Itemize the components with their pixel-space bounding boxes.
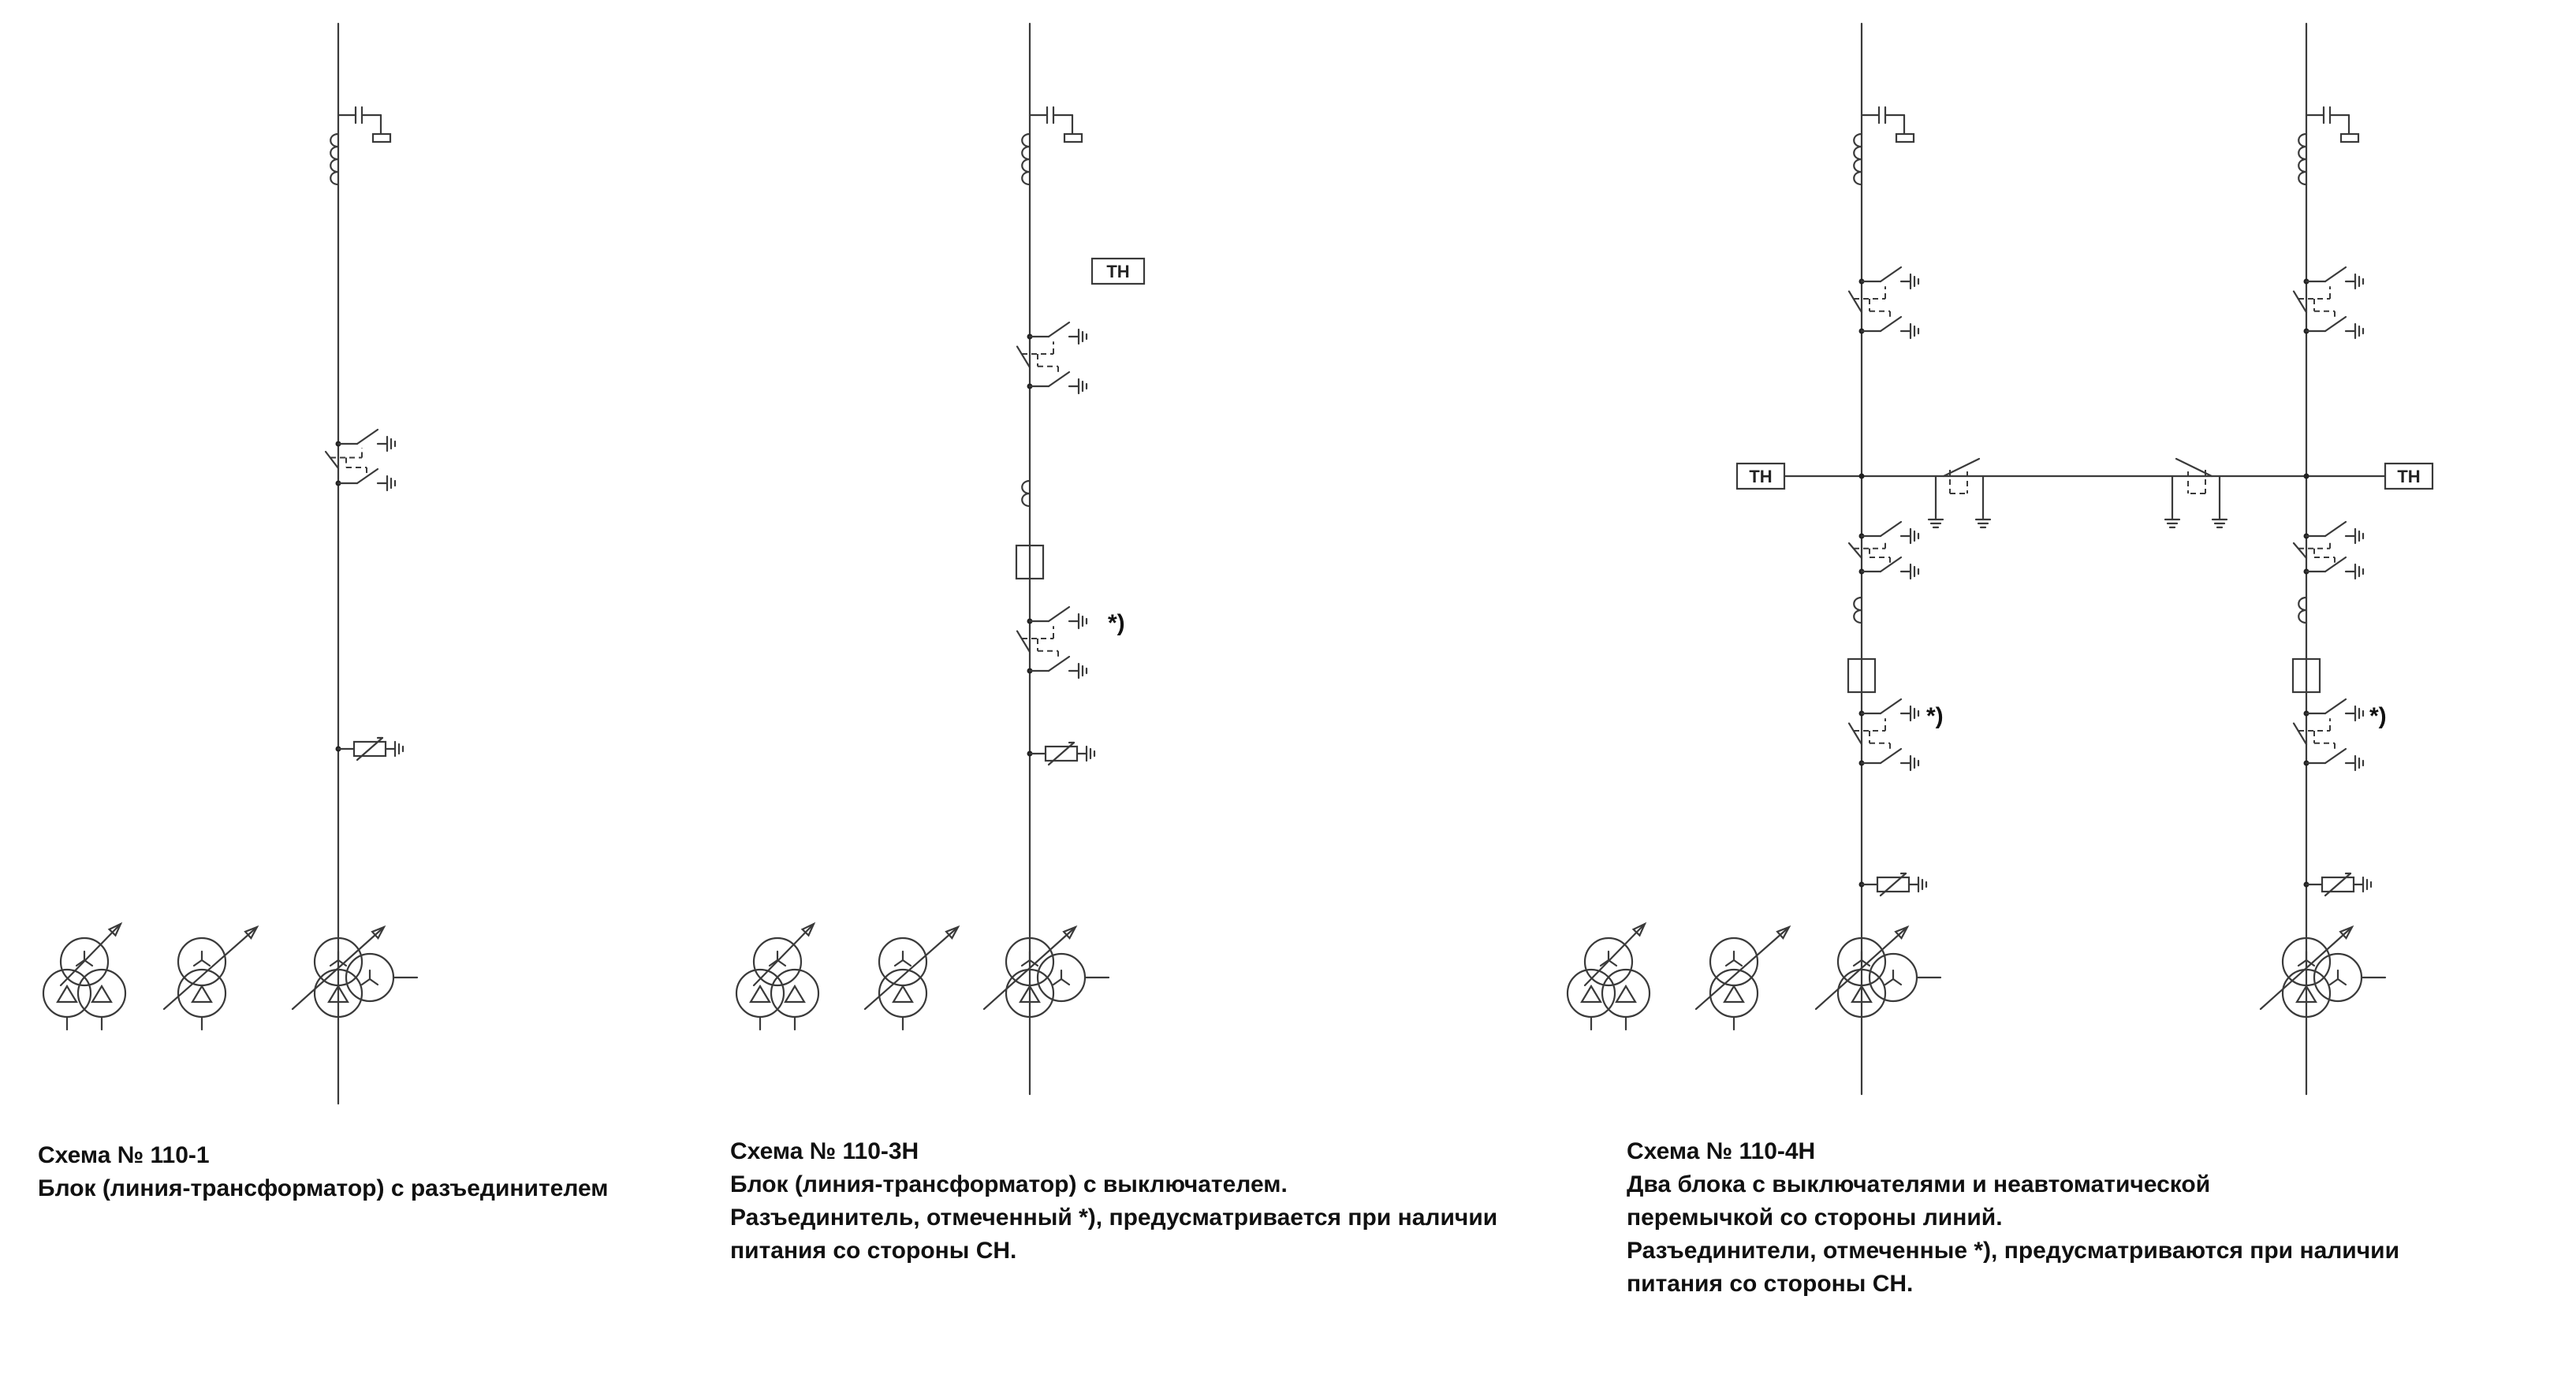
transformer-split-winding <box>1568 924 1650 1030</box>
surge-arrester <box>2304 873 2372 896</box>
scheme-description-line: Два блока с выключателями и неавтоматической <box>1627 1171 2211 1197</box>
vt-box-110-4n-right <box>2385 464 2432 489</box>
vt-label: ТН <box>1749 467 1773 486</box>
scheme-title: Схема № 110-1 <box>38 1142 210 1168</box>
transformer-two-winding <box>164 927 257 1030</box>
main-lines-110-4n <box>1862 24 2306 1094</box>
transformer-three-winding <box>293 927 417 1017</box>
hf-trap-coupling-capacitor <box>2298 107 2358 184</box>
scheme-description-line: питания со стороны СН. <box>730 1238 1017 1264</box>
disconnector-110-4n-right-top <box>2294 267 2363 338</box>
transformer-two-winding <box>865 927 958 1030</box>
transformer-three-winding <box>984 927 1109 1017</box>
disconnector-110-4n-right-bottom <box>2294 699 2363 770</box>
star-mark: *) <box>2369 703 2387 729</box>
scheme-description-line: Разъединитель, отмеченный *), предусматривается при наличии <box>730 1205 1498 1231</box>
transformer-three-winding <box>1816 927 1940 1017</box>
surge-arrester <box>336 738 404 760</box>
current-transformer <box>1022 481 1030 506</box>
disconnector-110-3n-top <box>1017 322 1087 393</box>
current-transformer <box>2298 598 2306 623</box>
star-mark: *) <box>1108 610 1125 636</box>
transformer-two-winding <box>1696 927 1789 1030</box>
scheme-description-line: перемычкой со стороны линий. <box>1627 1205 2003 1231</box>
scheme-caption-110-3n <box>730 1135 1497 1268</box>
vt-box-110-4n-left <box>1737 464 1784 489</box>
bridge-disconnector <box>1929 459 1990 527</box>
transformer-split-winding <box>43 924 125 1030</box>
disconnector-110-1 <box>326 430 395 490</box>
surge-arrester <box>1027 743 1095 765</box>
vt-label: ТН <box>2397 467 2421 486</box>
disconnector-110-4n-left-bottom <box>1849 699 1918 770</box>
disconnector-110-4n-left-top <box>1849 267 1918 338</box>
hf-trap-coupling-capacitor <box>1022 107 1082 184</box>
surge-arrester <box>1859 873 1927 896</box>
scheme-description-line: Блок (линия-трансформатор) с разъединителем <box>38 1175 609 1201</box>
transformer-split-winding <box>736 924 818 1030</box>
bridge-disconnector <box>2165 459 2227 527</box>
disconnector-110-3n-bottom <box>1017 607 1087 678</box>
scheme-description-line: питания со стороны СН. <box>1627 1271 1914 1297</box>
current-transformer <box>1854 598 1862 623</box>
transformer-three-winding <box>2261 927 2385 1017</box>
scheme-caption-110-4n <box>1627 1135 2399 1301</box>
scheme-title: Схема № 110-3Н <box>730 1138 919 1164</box>
scheme-title: Схема № 110-4Н <box>1627 1138 1816 1164</box>
hf-trap-coupling-capacitor <box>330 107 390 184</box>
disconnector-110-4n-right-mid <box>2294 522 2363 579</box>
vt-box-110-3n <box>1092 259 1144 284</box>
scheme-description-line: Разъединители, отмеченные *), предусматриваются при наличии <box>1627 1238 2400 1264</box>
scheme-caption-110-1 <box>38 1139 609 1205</box>
star-mark: *) <box>1926 703 1944 729</box>
jumper-bridge <box>1784 474 2385 479</box>
hf-trap-coupling-capacitor <box>1854 107 1914 184</box>
vt-label: ТН <box>1106 262 1130 281</box>
disconnector-110-4n-left-mid <box>1849 522 1918 579</box>
scheme-description-line: Блок (линия-трансформатор) с выключателем. <box>730 1171 1288 1197</box>
